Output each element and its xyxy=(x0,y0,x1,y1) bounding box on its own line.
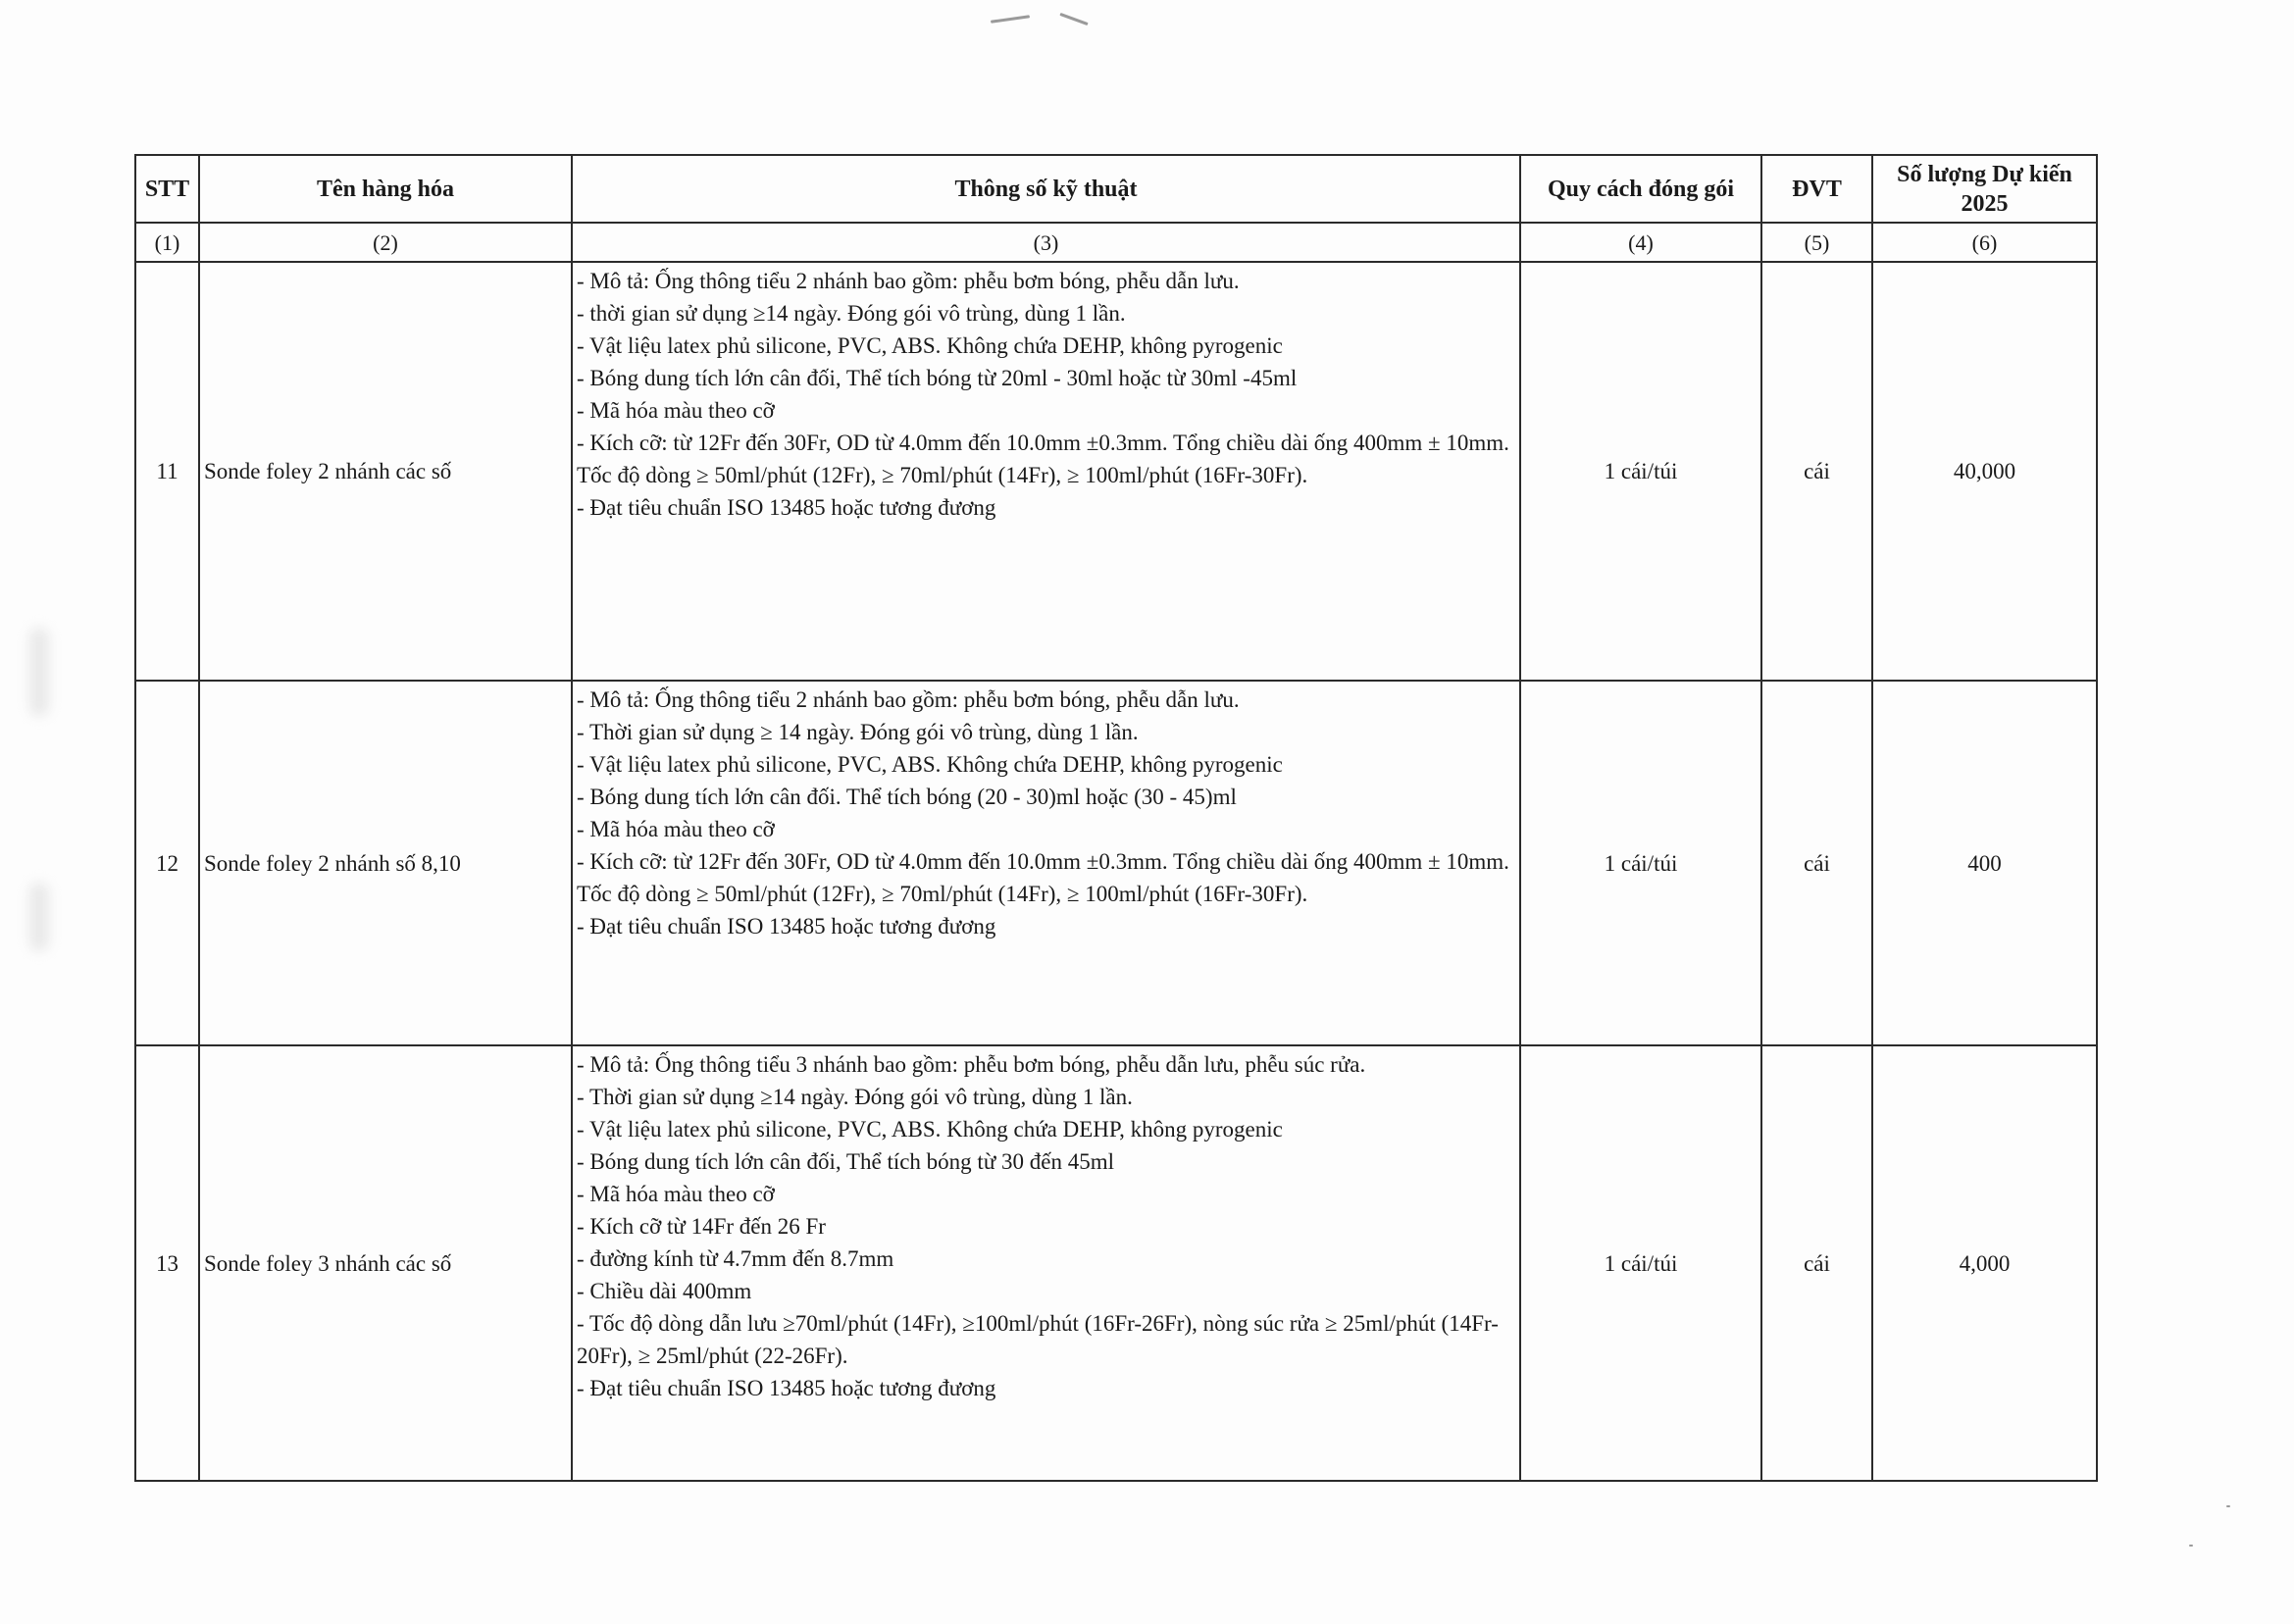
procurement-spec-table xyxy=(134,154,2098,1482)
spec-line: - thời gian sử dụng ≥14 ngày. Đóng gói vô trùng, dùng 1 lần. xyxy=(577,301,1126,326)
header-qty: Số lượng Dự kiến 2025 xyxy=(1872,155,2097,223)
spec-line: - Bóng dung tích lớn cân đối. Thể tích bóng (20 - 30)ml hoặc (30 - 45)ml xyxy=(577,785,1237,809)
spec-line: - Mã hóa màu theo cỡ xyxy=(577,817,775,841)
column-index: (1) xyxy=(135,223,199,262)
spec-line: - Thời gian sử dụng ≥14 ngày. Đóng gói vô trùng, dùng 1 lần. xyxy=(577,1085,1133,1109)
row-unit: cái xyxy=(1761,1045,1872,1481)
row-stt: 13 xyxy=(135,1045,199,1481)
column-index: (2) xyxy=(199,223,572,262)
spec-line: - đường kính từ 4.7mm đến 8.7mm xyxy=(577,1246,894,1271)
scan-speck xyxy=(2226,1505,2230,1507)
row-unit: cái xyxy=(1761,681,1872,1045)
spec-line: - Chiều dài 400mm xyxy=(577,1279,752,1303)
spec-line: - Bóng dung tích lớn cân đối, Thể tích bóng từ 30 đến 45ml xyxy=(577,1149,1115,1174)
spec-line: - Mô tả: Ống thông tiểu 3 nhánh bao gồm: phễu bơm bóng, phễu dẫn lưu, phễu súc rửa. xyxy=(577,1052,1366,1077)
scan-edge-shadow xyxy=(29,883,49,951)
column-index: (6) xyxy=(1872,223,2097,262)
column-index: (5) xyxy=(1761,223,1872,262)
spec-line: - Kích cỡ: từ 12Fr đến 30Fr, OD từ 4.0mm đến 10.0mm ±0.3mm. Tổng chiều dài ống 400mm ± 10mm. Tốc độ dòng ≥ 50ml/phút (12Fr), ≥ 70ml/phút (14Fr), ≥ 100ml/phút (16Fr-30Fr). xyxy=(577,431,1509,487)
table-row xyxy=(135,681,2097,1045)
spec-line: - Kích cỡ từ 14Fr đến 26 Fr xyxy=(577,1214,826,1239)
spec-line: - Đạt tiêu chuẩn ISO 13485 hoặc tương đương xyxy=(577,914,996,939)
spec-line: - Vật liệu latex phủ silicone, PVC, ABS. Không chứa DEHP, không pyrogenic xyxy=(577,752,1283,777)
column-index-row xyxy=(135,223,2097,262)
header-pack: Quy cách đóng gói xyxy=(1520,155,1761,223)
spec-line: - Thời gian sử dụng ≥ 14 ngày. Đóng gói vô trùng, dùng 1 lần. xyxy=(577,720,1139,744)
spec-line: - Vật liệu latex phủ silicone, PVC, ABS. Không chứa DEHP, không pyrogenic xyxy=(577,333,1283,358)
row-quantity: 400 xyxy=(1872,681,2097,1045)
row-packaging: 1 cái/túi xyxy=(1520,1045,1761,1481)
scan-speck xyxy=(2189,1545,2193,1547)
row-product-name: Sonde foley 2 nhánh số 8,10 xyxy=(199,681,572,1045)
header-spec: Thông số kỹ thuật xyxy=(572,155,1520,223)
spec-line: - Đạt tiêu chuẩn ISO 13485 hoặc tương đương xyxy=(577,1376,996,1400)
row-product-name: Sonde foley 3 nhánh các số xyxy=(199,1045,572,1481)
spec-line: - Mã hóa màu theo cỡ xyxy=(577,398,775,423)
column-index: (3) xyxy=(572,223,1520,262)
table-row xyxy=(135,262,2097,681)
spec-line: - Đạt tiêu chuẩn ISO 13485 hoặc tương đương xyxy=(577,495,996,520)
row-spec xyxy=(572,262,1520,681)
header-unit: ĐVT xyxy=(1761,155,1872,223)
spec-line: - Kích cỡ: từ 12Fr đến 30Fr, OD từ 4.0mm đến 10.0mm ±0.3mm. Tổng chiều dài ống 400mm ± 10mm. Tốc độ dòng ≥ 50ml/phút (12Fr), ≥ 70ml/phút (14Fr), ≥ 100ml/phút (16Fr-30Fr). xyxy=(577,849,1509,906)
row-packaging: 1 cái/túi xyxy=(1520,681,1761,1045)
spec-line: - Vật liệu latex phủ silicone, PVC, ABS. Không chứa DEHP, không pyrogenic xyxy=(577,1117,1283,1142)
row-stt: 12 xyxy=(135,681,199,1045)
table-row xyxy=(135,1045,2097,1481)
spec-line: - Mã hóa màu theo cỡ xyxy=(577,1182,775,1206)
column-index: (4) xyxy=(1520,223,1761,262)
header-name: Tên hàng hóa xyxy=(199,155,572,223)
row-spec xyxy=(572,681,1520,1045)
table-header-row xyxy=(135,155,2097,223)
spec-line: - Mô tả: Ống thông tiểu 2 nhánh bao gồm: phễu bơm bóng, phễu dẫn lưu. xyxy=(577,269,1240,293)
row-packaging: 1 cái/túi xyxy=(1520,262,1761,681)
row-unit: cái xyxy=(1761,262,1872,681)
header-stt: STT xyxy=(135,155,199,223)
row-stt: 11 xyxy=(135,262,199,681)
row-spec xyxy=(572,1045,1520,1481)
spec-line: - Mô tả: Ống thông tiểu 2 nhánh bao gồm: phễu bơm bóng, phễu dẫn lưu. xyxy=(577,687,1240,712)
spec-line: - Tốc độ dòng dẫn lưu ≥70ml/phút (14Fr), ≥100ml/phút (16Fr-26Fr), nòng súc rửa ≥ 25ml/phút (14Fr-20Fr), ≥ 25ml/phút (22-26Fr). xyxy=(577,1311,1499,1368)
row-quantity: 4,000 xyxy=(1872,1045,2097,1481)
row-quantity: 40,000 xyxy=(1872,262,2097,681)
row-product-name: Sonde foley 2 nhánh các số xyxy=(199,262,572,681)
scan-edge-shadow xyxy=(29,628,49,716)
spec-line: - Bóng dung tích lớn cân đối, Thể tích bóng từ 20ml - 30ml hoặc từ 30ml -45ml xyxy=(577,366,1298,390)
